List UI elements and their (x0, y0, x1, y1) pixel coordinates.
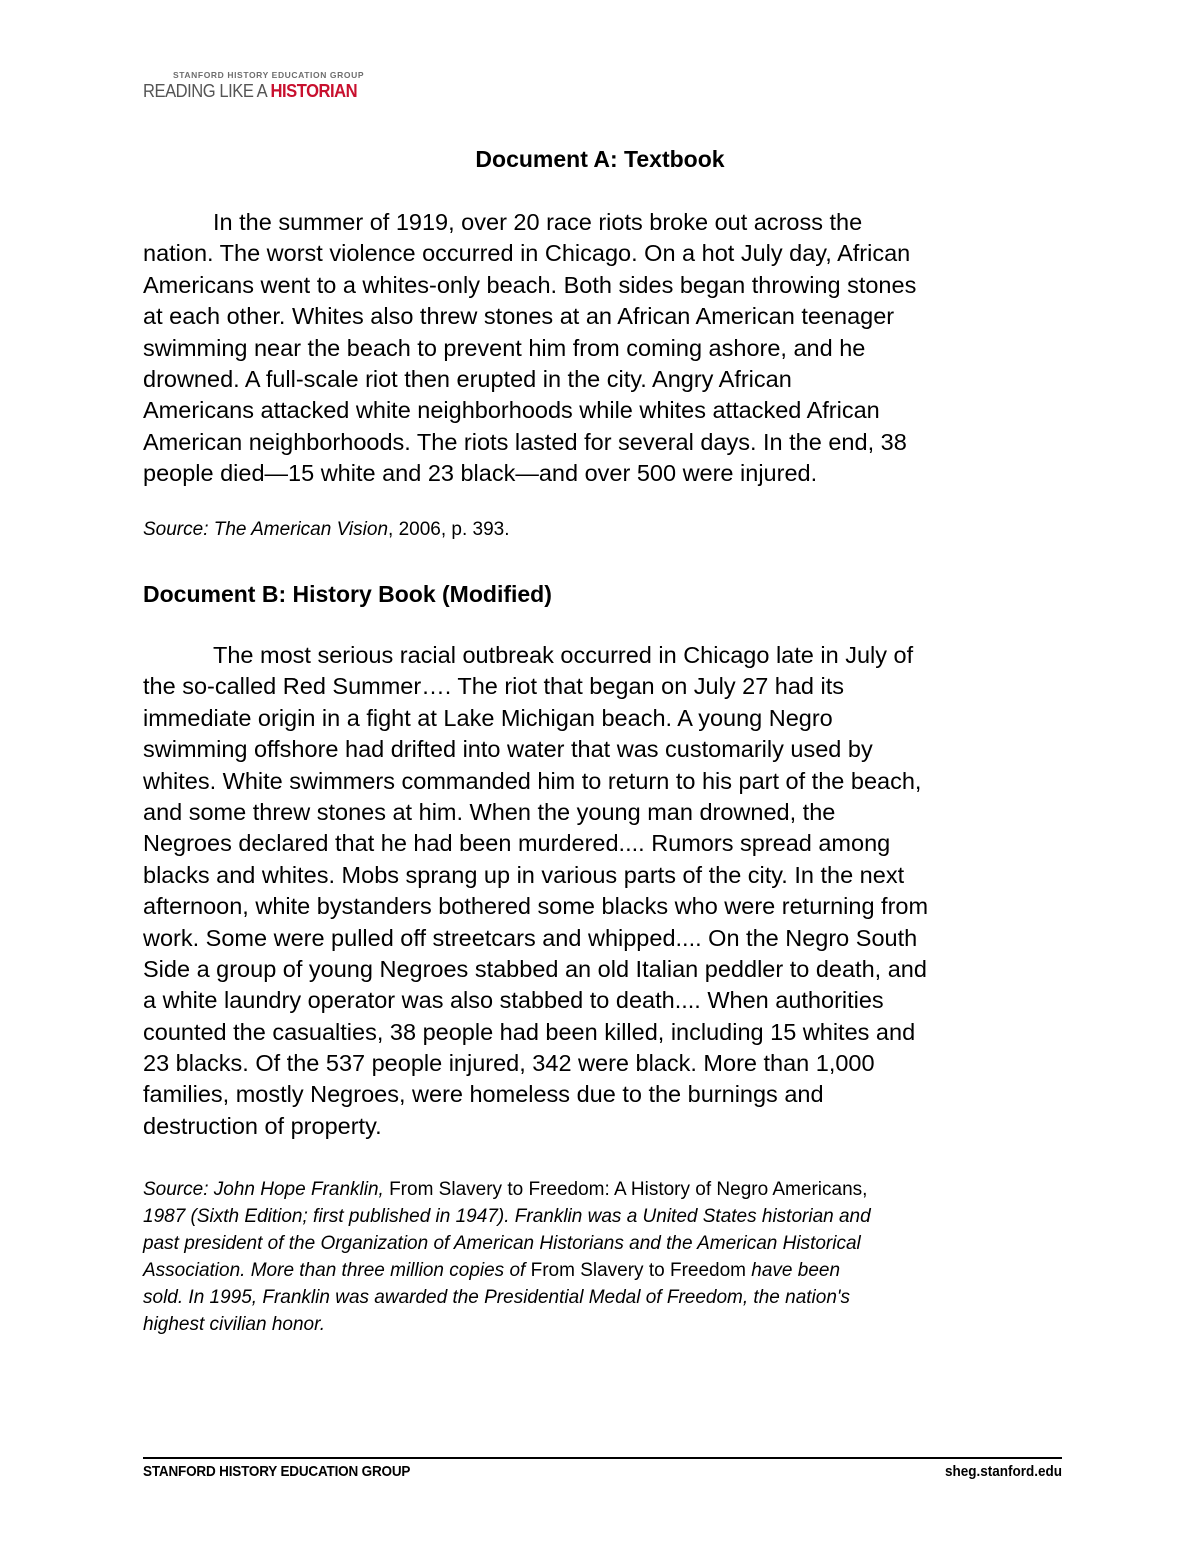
doc-b-source-text: Association. More than three million copies of (143, 1260, 531, 1281)
doc-b-line: the so-called Red Summer…. The riot that began on July 27 had its (143, 673, 845, 700)
doc-a-line: In the summer of 1919, over 20 race riots broke out across the (213, 209, 863, 235)
doc-a-line: Americans attacked white neighborhoods while whites attacked African (143, 397, 880, 424)
logo-org-name: STANFORD HISTORY EDUCATION GROUP (173, 70, 365, 80)
doc-a-line: people died—15 white and 23 black—and over 500 were injured. (143, 460, 818, 487)
doc-b-line: counted the casualties, 38 people had been killed, including 15 whites and (143, 1018, 916, 1045)
document-a-source (143, 518, 510, 542)
doc-b-line: afternoon, white bystanders bothered some blacks who were returning from (143, 893, 929, 920)
doc-a-line: American neighborhoods. The riots lasted for several days. In the end, 38 (143, 428, 907, 455)
doc-b-line: The most serious racial outbreak occurred in Chicago late in July of (213, 642, 914, 668)
doc-b-source-text: have been (746, 1260, 841, 1281)
doc-a-line: drowned. A full-scale riot then erupted in the city. Angry African (143, 365, 792, 392)
doc-a-line: nation. The worst violence occurred in Chicago. On a hot July day, African (143, 240, 911, 267)
magnifier-o-icon: O (306, 81, 319, 101)
doc-b-source-book-title: From Slavery to Freedom: A History of Negro Americans, (389, 1179, 868, 1200)
logo-hist-text: HIST (270, 81, 307, 101)
doc-b-source-line (143, 1257, 871, 1284)
logo-reading-text: READING LIKE A (143, 81, 271, 101)
doc-b-source-book-title: From Slavery to Freedom (530, 1260, 746, 1281)
logo-rian-text: RIAN (318, 81, 358, 101)
document-b-title: Document B: History Book (Modified) (143, 581, 552, 607)
sheg-logo (143, 70, 376, 102)
doc-a-line: at each other. Whites also threw stones at an African American teenager (143, 303, 895, 330)
doc-b-line: families, mostly Negroes, were homeless due to the burnings and (143, 1081, 824, 1108)
document-b-source (143, 1176, 871, 1338)
doc-b-source-line: sold. In 1995, Franklin was awarded the Presidential Medal of Freedom, the nation's (143, 1287, 851, 1308)
document-a-body (143, 207, 1073, 490)
doc-a-source-label: Source: The American Vision (143, 519, 389, 540)
doc-b-line: Negroes declared that he had been murdered.... Rumors spread among (143, 830, 891, 857)
footer-divider (143, 1457, 1062, 1459)
doc-b-source-line: past president of the Organization of American Historians and the American Historical (143, 1233, 861, 1254)
doc-b-line: swimming offshore had drifted into water that was customarily used by (143, 736, 873, 763)
footer-website: sheg.stanford.edu (944, 1463, 1062, 1480)
document-b-body (143, 640, 1073, 1142)
doc-a-line: Americans went to a whites-only beach. Both sides began throwing stones (143, 271, 917, 298)
doc-b-line: destruction of property. (143, 1112, 382, 1139)
doc-b-source-author: Source: John Hope Franklin, (143, 1179, 390, 1200)
doc-b-line: work. Some were pulled off streetcars and whipped.... On the Negro South (143, 924, 918, 951)
doc-b-line: 23 blacks. Of the 537 people injured, 342 were black. More than 1,000 (143, 1050, 875, 1077)
doc-b-line: Side a group of young Negroes stabbed an old Italian peddler to death, and (143, 955, 927, 982)
doc-b-source-line: 1987 (Sixth Edition; first published in 1947). Franklin was a United States historian and (143, 1206, 871, 1227)
doc-b-line: whites. White swimmers commanded him to return to his part of the beach, (143, 767, 922, 794)
footer-org-name: STANFORD HISTORY EDUCATION GROUP (143, 1463, 411, 1480)
doc-a-line: swimming near the beach to prevent him from coming ashore, and he (143, 334, 866, 361)
document-a-title: Document A: Textbook (475, 146, 725, 172)
doc-b-line: blacks and whites. Mobs sprang up in various parts of the city. In the next (143, 861, 905, 888)
doc-b-line: and some threw stones at him. When the young man drowned, the (143, 798, 836, 825)
doc-b-source-line: highest civilian honor. (143, 1314, 326, 1335)
logo-title (143, 80, 357, 102)
doc-b-line: a white laundry operator was also stabbed to death.... When authorities (143, 987, 884, 1014)
doc-a-source-detail: , 2006, p. 393. (388, 519, 510, 540)
doc-b-line: immediate origin in a fight at Lake Michigan beach. A young Negro (143, 704, 833, 731)
doc-b-source-line (143, 1176, 871, 1203)
